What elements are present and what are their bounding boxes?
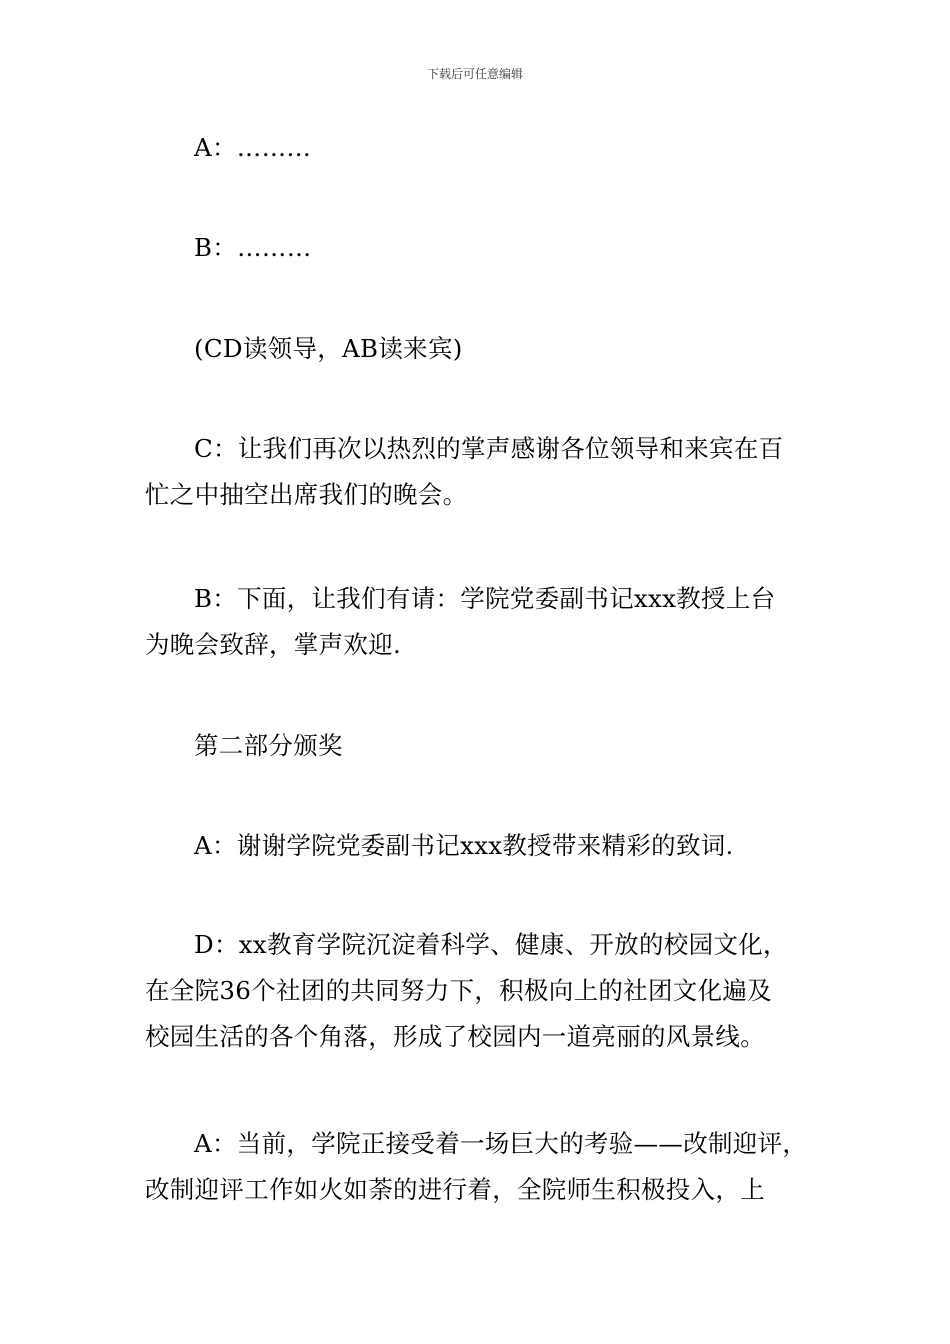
paragraph-line: A：………	[194, 133, 312, 162]
paragraph-d-campus-culture	[145, 922, 815, 1060]
paragraph-a-ellipsis	[145, 125, 815, 171]
paragraph-line: D：xx教育学院沉淀着科学、健康、开放的校园文化，	[194, 930, 788, 959]
paragraph-line: B：………	[194, 233, 312, 262]
paragraph-line: 为晚会致辞，掌声欢迎.	[145, 630, 402, 659]
paragraph-line: 第二部分颁奖	[194, 731, 343, 760]
paragraph-b-ellipsis	[145, 225, 815, 271]
section-heading-awards	[145, 723, 815, 769]
page-header: 下载后可任意编辑	[426, 67, 523, 81]
paragraph-c-thanks	[145, 426, 815, 518]
paragraph-line: B：下面，让我们有请：学院党委副书记xxx教授上台	[194, 584, 776, 613]
paragraph-line: 改制迎评工作如火如荼的进行着，全院师生积极投入，上	[145, 1175, 765, 1204]
paragraph-line: 校园生活的各个角落，形成了校园内一道亮丽的风景线。	[145, 1022, 765, 1051]
paragraph-line: A：当前，学院正接受着一场巨大的考验——改制迎评，	[194, 1129, 808, 1158]
paragraph-stage-note	[145, 326, 815, 372]
paragraph-a-thanks	[145, 823, 815, 869]
paragraph-a-evaluation	[145, 1121, 815, 1213]
paragraph-line: (CD读领导，AB读来宾)	[194, 334, 463, 363]
paragraph-line: C：让我们再次以热烈的掌声感谢各位领导和来宾在百	[194, 434, 784, 463]
paragraph-line: 在全院36个社团的共同努力下，积极向上的社团文化遍及	[145, 976, 772, 1005]
paragraph-b-invite	[145, 576, 815, 668]
paragraph-line: 忙之中抽空出席我们的晚会。	[145, 480, 468, 509]
paragraph-line: A：谢谢学院党委副书记xxx教授带来精彩的致词.	[194, 831, 734, 860]
